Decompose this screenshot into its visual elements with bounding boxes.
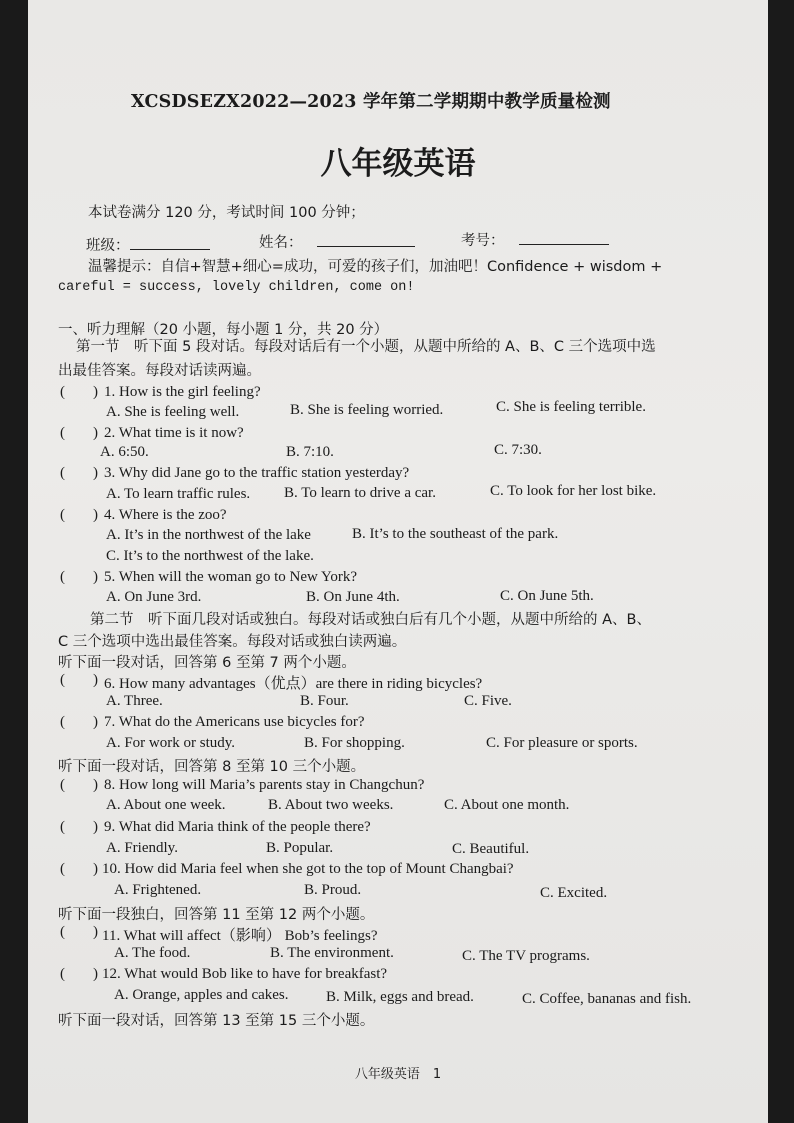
option-c: C. It’s to the northwest of the lake. — [106, 548, 314, 564]
answer-bracket-close: ) — [93, 465, 98, 481]
option-b: B. Four. — [300, 693, 349, 709]
exam-info: 本试卷满分 120 分，考试时间 100 分钟； — [88, 205, 365, 221]
option-a: A. Three. — [106, 693, 163, 709]
answer-bracket-open: ( — [60, 425, 65, 441]
option-a: A. She is feeling well. — [106, 404, 240, 420]
option-a: A. It’s in the northwest of the lake — [106, 527, 311, 543]
page-footer: 八年级英语 1 — [354, 1067, 442, 1082]
part2-instruction-2: C 三个选项中选出最佳答案。每段对话或独白读两遍。 — [58, 634, 407, 650]
name-field — [259, 231, 415, 252]
answer-bracket-close: ) — [93, 777, 98, 793]
option-c: C. The TV programs. — [462, 948, 590, 964]
answer-bracket-open: ( — [60, 465, 65, 481]
answer-bracket-open: ( — [60, 672, 65, 688]
option-a: A. Orange, apples and cakes. — [114, 987, 289, 1003]
option-a: A. Friendly. — [106, 840, 178, 856]
answer-bracket-close: ) — [93, 425, 98, 441]
answer-bracket-open: ( — [60, 966, 65, 982]
option-b: B. It’s to the southeast of the park. — [352, 526, 559, 542]
exam-no-blank[interactable] — [519, 230, 609, 245]
question-stem: 2. What time is it now? — [104, 425, 244, 441]
question-stem: 11. What will affect（影响） Bob’s feelings? — [102, 928, 378, 944]
part2-instruction-1: 第二节 听下面几段对话或独白。每段对话或独白后有几个小题，从题中所给的 A、B、 — [90, 612, 651, 628]
option-a: A. About one week. — [106, 797, 226, 813]
question-stem: 4. Where is the zoo? — [104, 507, 227, 523]
answer-bracket-open: ( — [60, 777, 65, 793]
option-a: A. For work or study. — [106, 735, 236, 751]
option-a: A. To learn traffic rules. — [106, 486, 251, 502]
option-a: A. Frightened. — [114, 882, 202, 898]
option-c: C. About one month. — [444, 797, 570, 813]
option-c: C. 7:30. — [494, 442, 542, 458]
question-stem: 7. What do the Americans use bicycles for? — [104, 714, 365, 730]
option-c: C. Coffee, bananas and fish. — [522, 991, 692, 1007]
exam-header: XCSDSEZX2022—2023 学年第二学期期中教学质量检测 — [131, 92, 611, 112]
answer-bracket-close: ) — [93, 569, 98, 585]
option-c: C. To look for her lost bike. — [490, 483, 657, 499]
answer-bracket-close: ) — [93, 507, 98, 523]
sub-instruction-8-10: 听下面一段对话，回答第 8 至第 10 三个小题。 — [58, 759, 366, 775]
option-c: C. Excited. — [540, 885, 608, 901]
answer-bracket-open: ( — [60, 569, 65, 585]
option-b: B. The environment. — [270, 945, 394, 961]
answer-bracket-close: ) — [93, 714, 98, 730]
exam-no-field — [461, 229, 609, 250]
sub-instruction-6-7: 听下面一段对话，回答第 6 至第 7 两个小题。 — [58, 655, 356, 671]
question-stem: 8. How long will Maria’s parents stay in Changchun? — [104, 777, 425, 793]
question-stem: 10. How did Maria feel when she got to the top of Mount Changbai? — [102, 861, 514, 877]
name-label: 姓名： — [259, 235, 303, 251]
answer-bracket-close: ) — [93, 819, 98, 835]
answer-bracket-open: ( — [60, 861, 65, 877]
option-b: B. About two weeks. — [268, 797, 394, 813]
option-b: B. Proud. — [304, 882, 362, 898]
class-blank[interactable] — [130, 235, 210, 250]
answer-bracket-close: ) — [93, 966, 98, 982]
question-stem: 6. How many advantages（优点）are there in riding bicycles? — [104, 676, 483, 692]
sub-instruction-13-15: 听下面一段对话，回答第 13 至第 15 三个小题。 — [58, 1013, 375, 1029]
part1-instruction-1: 第一节 听下面 5 段对话。每段对话后有一个小题，从题中所给的 A、B、C 三个选项中选 — [76, 339, 656, 355]
answer-bracket-open: ( — [60, 924, 65, 940]
tip-line-2: careful = success, lovely children, come on! — [58, 280, 415, 295]
answer-bracket-open: ( — [60, 507, 65, 523]
question-stem: 12. What would Bob like to have for breakfast? — [102, 966, 388, 982]
question-stem: 9. What did Maria think of the people there? — [104, 819, 371, 835]
option-a: A. 6:50. — [100, 444, 149, 460]
class-field — [86, 234, 210, 255]
question-stem: 1. How is the girl feeling? — [104, 384, 261, 400]
answer-bracket-open: ( — [60, 384, 65, 400]
class-label: 班级： — [86, 238, 130, 254]
answer-bracket-close: ) — [93, 861, 98, 877]
option-b: B. For shopping. — [304, 735, 405, 751]
option-a: A. The food. — [114, 945, 191, 961]
section-heading: 一、听力理解（20 小题，每小题 1 分，共 20 分） — [58, 322, 389, 338]
exam-sheet — [28, 0, 768, 1123]
option-b: B. She is feeling worried. — [290, 402, 444, 418]
answer-bracket-open: ( — [60, 819, 65, 835]
option-c: C. She is feeling terrible. — [496, 399, 646, 415]
sub-instruction-11-12: 听下面一段独白，回答第 11 至第 12 两个小题。 — [58, 907, 375, 923]
option-b: B. To learn to drive a car. — [284, 485, 436, 501]
part1-instruction-2: 出最佳答案。每段对话读两遍。 — [58, 363, 261, 379]
tip-line-1: 温馨提示：自信+智慧+细心=成功，可爱的孩子们，加油吧！Confidence + wisdom + — [88, 259, 663, 275]
name-blank[interactable] — [317, 232, 415, 247]
exam-no-label: 考号： — [461, 233, 505, 249]
option-c: C. For pleasure or sports. — [486, 735, 638, 751]
option-b: B. On June 4th. — [306, 589, 400, 605]
answer-bracket-close: ) — [93, 384, 98, 400]
question-stem: 5. When will the woman go to New York? — [104, 569, 358, 585]
option-b: B. Milk, eggs and bread. — [326, 989, 474, 1005]
answer-bracket-close: ) — [93, 924, 98, 940]
option-c: C. Five. — [464, 693, 512, 709]
option-c: C. On June 5th. — [500, 588, 594, 604]
option-c: C. Beautiful. — [452, 841, 530, 857]
question-stem: 3. Why did Jane go to the traffic station yesterday? — [104, 465, 410, 481]
page-title: 八年级英语 — [320, 146, 476, 182]
option-b: B. 7:10. — [286, 444, 334, 460]
option-a: A. On June 3rd. — [106, 589, 202, 605]
answer-bracket-close: ) — [93, 672, 98, 688]
answer-bracket-open: ( — [60, 714, 65, 730]
option-b: B. Popular. — [266, 840, 334, 856]
